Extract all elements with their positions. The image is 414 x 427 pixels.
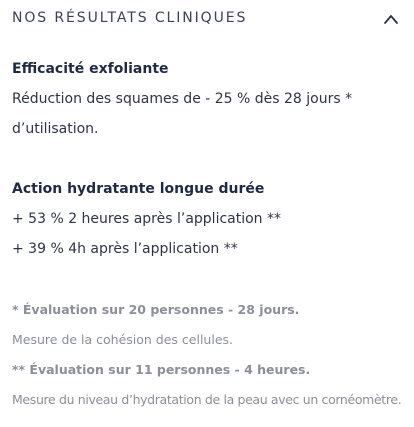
footnote-1-text: Mesure de la cohésion des cellules. <box>12 332 233 347</box>
accordion-header[interactable] <box>0 0 414 40</box>
hydrating-action-heading: Action hydratante longue durée <box>12 181 265 197</box>
exfoliating-efficacy-heading: Efficacité exfoliante <box>12 61 169 77</box>
exfoliating-result-line-1: Réduction des squames de - 25 % dès 28 jours * <box>12 91 353 107</box>
footnote-2-text: Mesure du niveau d’hydratation de la peau avec un cornéomètre. <box>12 392 402 407</box>
hydrating-result-line-1: + 53 % 2 heures après l’application ** <box>12 211 282 227</box>
hydrating-result-line-2: + 39 % 4h après l’application ** <box>12 241 238 257</box>
exfoliating-result-line-2: d’utilisation. <box>12 121 99 137</box>
footnote-1-title: * Évaluation sur 20 personnes - 28 jours. <box>12 302 300 317</box>
footnote-2-title: ** Évaluation sur 11 personnes - 4 heures. <box>12 362 311 377</box>
accordion-title: NOS RÉSULTATS CLINIQUES <box>12 10 248 26</box>
chevron-up-icon[interactable] <box>382 12 400 26</box>
